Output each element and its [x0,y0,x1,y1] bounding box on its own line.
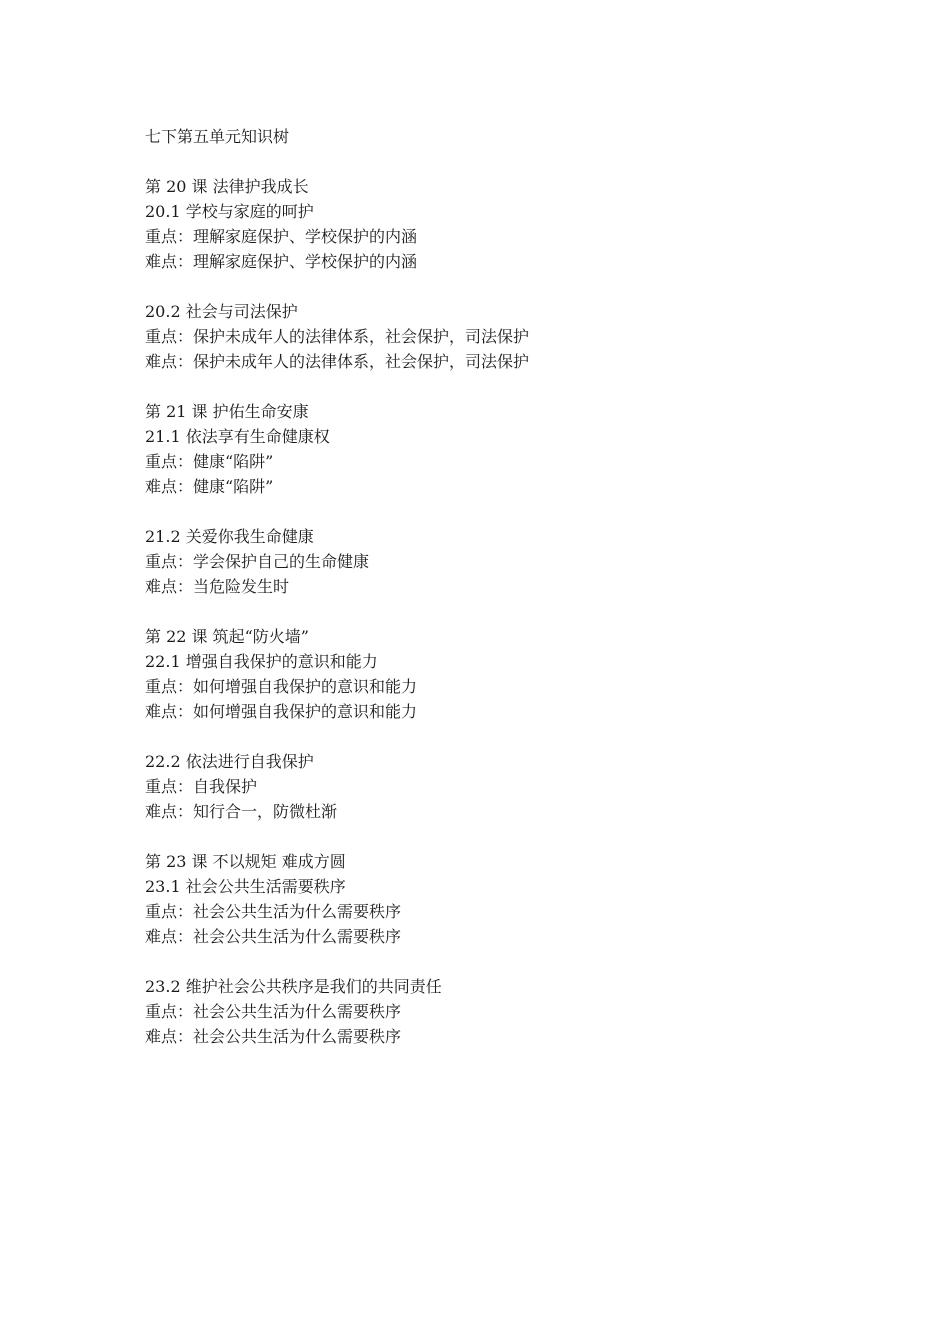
section-22-2 [145,749,845,824]
document-body [145,124,845,1049]
topic-heading: 21.1 依法享有生命健康权 [145,427,330,446]
topic-heading: 23.1 社会公共生活需要秩序 [145,877,346,896]
lesson-heading: 第 22 课 筑起“防火墙” [145,627,309,646]
topic-heading: 22.2 依法进行自我保护 [145,752,314,771]
section-20-2 [145,299,845,374]
topic-heading: 20.2 社会与司法保护 [145,302,298,321]
topic-heading: 23.2 维护社会公共秩序是我们的共同责任 [145,977,442,996]
difficult-point: 难点：社会公共生活为什么需要秩序 [145,1027,402,1046]
difficult-point: 难点：知行合一，防微杜渐 [145,802,338,821]
section-23-1 [145,849,845,949]
difficult-point: 难点：社会公共生活为什么需要秩序 [145,927,402,946]
key-point: 重点：理解家庭保护、学校保护的内涵 [145,227,418,246]
topic-heading: 21.2 关爱你我生命健康 [145,527,314,546]
section-20-1 [145,174,845,274]
key-point: 重点：如何增强自我保护的意识和能力 [145,677,418,696]
section-22-1 [145,624,845,724]
difficult-point: 难点：如何增强自我保护的意识和能力 [145,702,418,721]
document-title: 七下第五单元知识树 [145,127,290,146]
section-23-2 [145,974,845,1049]
difficult-point: 难点：当危险发生时 [145,577,290,596]
key-point: 重点：社会公共生活为什么需要秩序 [145,902,402,921]
key-point: 重点：健康“陷阱” [145,452,274,471]
key-point: 重点：社会公共生活为什么需要秩序 [145,1002,402,1021]
topic-heading: 22.1 增强自我保护的意识和能力 [145,652,378,671]
lesson-heading: 第 20 课 法律护我成长 [145,177,309,196]
topic-heading: 20.1 学校与家庭的呵护 [145,202,314,221]
difficult-point: 难点：健康“陷阱” [145,477,274,496]
lesson-heading: 第 23 课 不以规矩 难成方圆 [145,852,346,871]
key-point: 重点：学会保护自己的生命健康 [145,552,370,571]
key-point: 重点：保护未成年人的法律体系，社会保护，司法保护 [145,327,530,346]
section-21-2 [145,524,845,599]
difficult-point: 难点：理解家庭保护、学校保护的内涵 [145,252,418,271]
lesson-heading: 第 21 课 护佑生命安康 [145,402,309,421]
section-21-1 [145,399,845,499]
key-point: 重点：自我保护 [145,777,258,796]
difficult-point: 难点：保护未成年人的法律体系，社会保护，司法保护 [145,352,530,371]
